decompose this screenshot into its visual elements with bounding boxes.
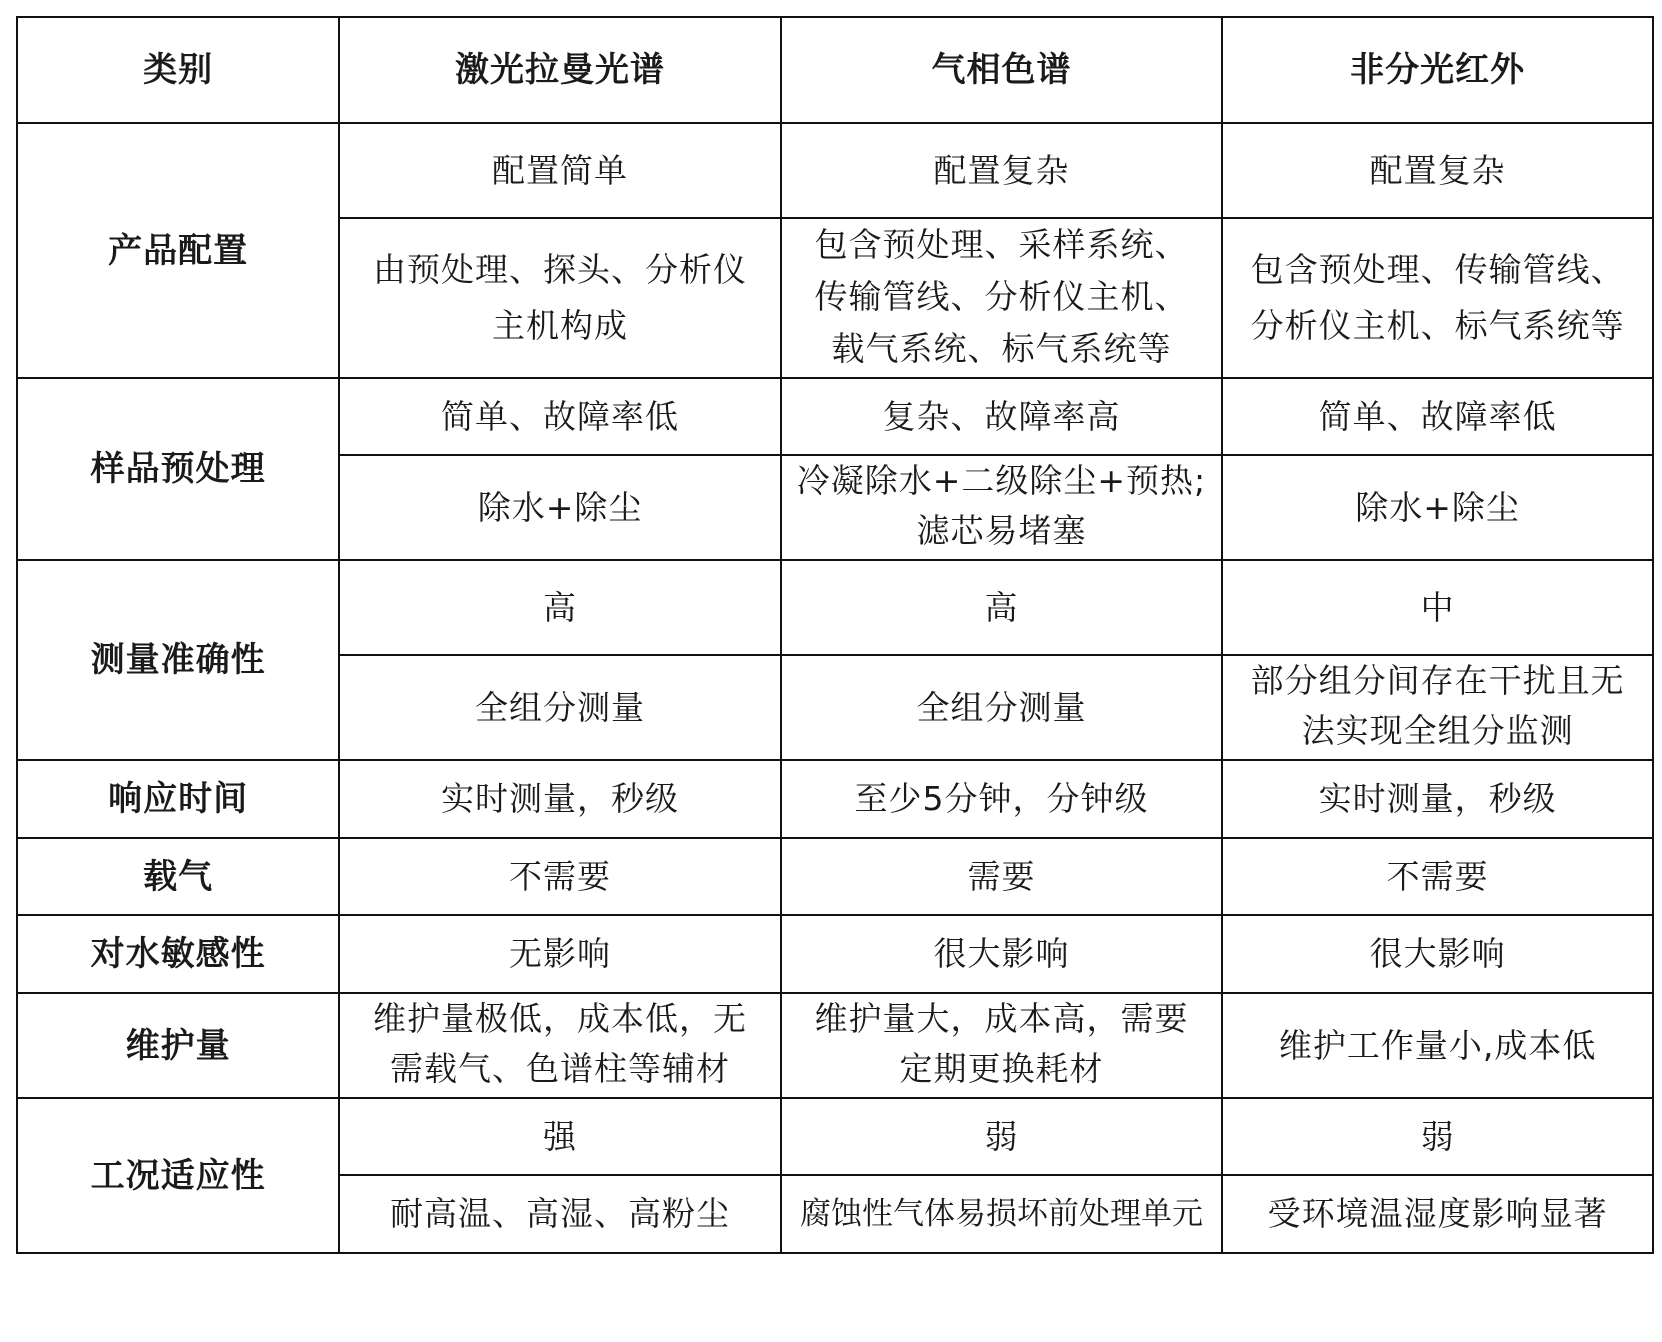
row-label-water-sensitivity: 对水敏感性 <box>17 915 339 993</box>
cell: 包含预处理、传输管线、 分析仪主机、标气系统等 <box>1222 218 1653 378</box>
cell: 中 <box>1222 560 1653 655</box>
cell: 弱 <box>781 1098 1222 1175</box>
row-label-config: 产品配置 <box>17 123 339 378</box>
cell: 由预处理、探头、分析仪 主机构成 <box>339 218 780 378</box>
cell: 简单、故障率低 <box>339 378 780 455</box>
cell: 高 <box>339 560 780 655</box>
cell: 实时测量，秒级 <box>339 760 780 838</box>
cell: 全组分测量 <box>339 655 780 760</box>
table-row <box>17 993 1653 1098</box>
cell: 维护量大，成本高，需要 定期更换耗材 <box>781 993 1222 1098</box>
table-row <box>17 1098 1653 1175</box>
row-label-pretreatment: 样品预处理 <box>17 378 339 560</box>
table-row <box>17 378 1653 455</box>
header-ndir: 非分光红外 <box>1222 17 1653 123</box>
cell: 无影响 <box>339 915 780 993</box>
row-label-adaptability: 工况适应性 <box>17 1098 339 1253</box>
cell: 很大影响 <box>781 915 1222 993</box>
cell: 很大影响 <box>1222 915 1653 993</box>
cell: 除水+除尘 <box>1222 455 1653 560</box>
cell: 复杂、故障率高 <box>781 378 1222 455</box>
cell: 需要 <box>781 838 1222 915</box>
cell: 包含预处理、采样系统、 传输管线、分析仪主机、 载气系统、标气系统等 <box>781 218 1222 378</box>
cell: 不需要 <box>339 838 780 915</box>
table-row <box>17 760 1653 838</box>
cell: 除水+除尘 <box>339 455 780 560</box>
table-row <box>17 560 1653 655</box>
cell: 简单、故障率低 <box>1222 378 1653 455</box>
row-label-maintenance: 维护量 <box>17 993 339 1098</box>
cell: 强 <box>339 1098 780 1175</box>
cell: 实时测量，秒级 <box>1222 760 1653 838</box>
cell: 配置简单 <box>339 123 780 218</box>
cell: 耐高温、高湿、高粉尘 <box>339 1175 780 1253</box>
cell: 维护量极低，成本低，无 需载气、色谱柱等辅材 <box>339 993 780 1098</box>
header-category: 类别 <box>17 17 339 123</box>
cell: 部分组分间存在干扰且无 法实现全组分监测 <box>1222 655 1653 760</box>
header-laser-raman: 激光拉曼光谱 <box>339 17 780 123</box>
row-label-response-time: 响应时间 <box>17 760 339 838</box>
cell: 至少5分钟，分钟级 <box>781 760 1222 838</box>
table-row <box>17 915 1653 993</box>
cell: 不需要 <box>1222 838 1653 915</box>
header-row <box>17 17 1653 123</box>
cell: 维护工作量小,成本低 <box>1222 993 1653 1098</box>
cell: 腐蚀性气体易损坏前处理单元 <box>781 1175 1222 1253</box>
cell: 全组分测量 <box>781 655 1222 760</box>
cell: 配置复杂 <box>781 123 1222 218</box>
row-label-carrier-gas: 载气 <box>17 838 339 915</box>
row-label-accuracy: 测量准确性 <box>17 560 339 760</box>
cell: 高 <box>781 560 1222 655</box>
cell: 配置复杂 <box>1222 123 1653 218</box>
cell: 冷凝除水+二级除尘+预热; 滤芯易堵塞 <box>781 455 1222 560</box>
comparison-table <box>16 16 1654 1254</box>
cell: 弱 <box>1222 1098 1653 1175</box>
cell: 受环境温湿度影响显著 <box>1222 1175 1653 1253</box>
table-row <box>17 838 1653 915</box>
table-row <box>17 123 1653 218</box>
header-gas-chromatography: 气相色谱 <box>781 17 1222 123</box>
